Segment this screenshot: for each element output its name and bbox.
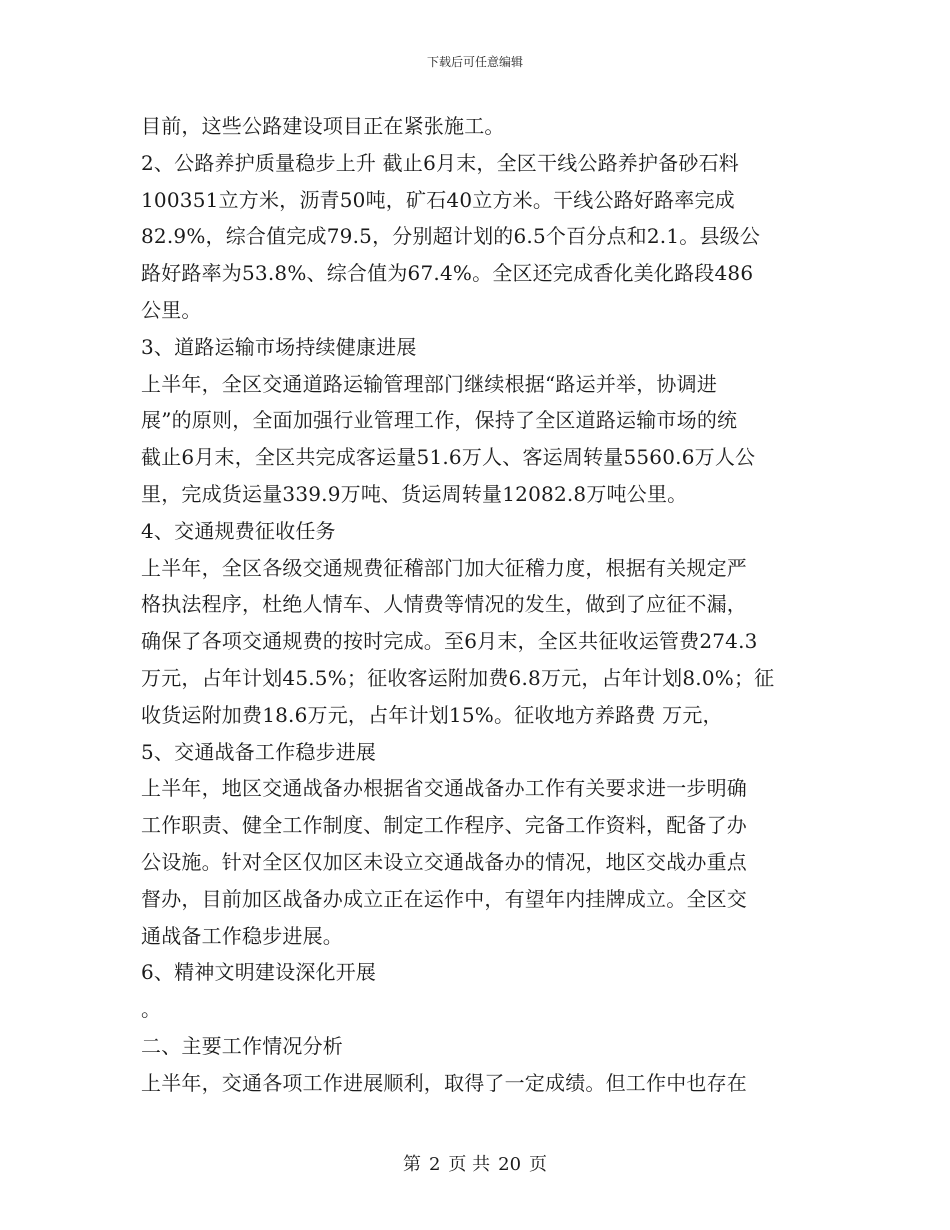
section-heading: 3、道路运输市场持续健康进展 xyxy=(141,334,417,359)
text-line: 上半年，交通各项工作进展顺利，取得了一定成绩。但工作中也存在 xyxy=(141,1070,747,1095)
text-line: 82.9%，综合值完成79.5，分别超计划的6.5个百分点和2.1。县级公 xyxy=(141,224,761,249)
page-prefix: 第 xyxy=(402,1154,421,1175)
text-line: 确保了各项交通规费的按时完成。至6月末，全区共征收运管费274.3 xyxy=(141,629,758,654)
section-heading: 二、主要工作情况分析 xyxy=(141,1033,343,1058)
page-number: 2 xyxy=(428,1154,441,1175)
page-header-note: 下载后可任意编辑 xyxy=(426,55,523,69)
text-line: 通战备工作稳步进展。 xyxy=(141,923,343,948)
text-line: 格执法程序，杜绝人情车、人情费等情况的发生，做到了应征不漏， xyxy=(141,592,747,617)
text-line: 100351立方米，沥青50吨，矿石40立方米。干线公路好路率完成 xyxy=(141,187,735,212)
text-line: 上半年，地区交通战备办根据省交通战备办工作有关要求进一步明确 xyxy=(141,776,747,801)
document-body xyxy=(141,108,811,1102)
text-line: 收货运附加费18.6万元，占年计划15%。征收地方养路费 万元， xyxy=(141,702,723,727)
text-line: 路好路率为53.8%、综合值为67.4%。全区还完成香化美化路段486 xyxy=(141,261,754,286)
text-line: 工作职责、健全工作制度、制定工作程序、完备工作资料，配备了办 xyxy=(141,813,747,838)
page-mid: 页 共 xyxy=(448,1154,491,1175)
text-line: 公里。 xyxy=(141,297,202,322)
page-footer xyxy=(0,1150,950,1176)
text-line: 目前，这些公路建设项目正在紧张施工。 xyxy=(141,114,505,138)
page-total: 20 xyxy=(498,1154,522,1175)
page-suffix: 页 xyxy=(529,1154,548,1175)
section-heading: 6、精神文明建设深化开展 xyxy=(141,960,377,985)
text-line: 上半年，全区交通道路运输管理部门继续根据“路运并举，协调进 xyxy=(141,371,718,396)
section-heading: 4、交通规费征收任务 xyxy=(141,518,336,543)
text-line: 展”的原则，全面加强行业管理工作，保持了全区道路运输市场的统 xyxy=(141,408,738,433)
text-line: 督办，目前加区战备办成立正在运作中，有望年内挂牌成立。全区交 xyxy=(141,886,747,911)
section-heading: 5、交通战备工作稳步进展 xyxy=(141,739,377,764)
text-line: 上半年，全区各级交通规费征稽部门加大征稽力度，根据有关规定严 xyxy=(141,555,747,580)
text-line: 截止6月末，全区共完成客运量51.6万人、客运周转量5560.6万人公 xyxy=(141,445,756,470)
text-line: 里，完成货运量339.9万吨、货运周转量12082.8万吨公里。 xyxy=(141,481,688,506)
text-line: 公设施。针对全区仅加区未设立交通战备办的情况，地区交战办重点 xyxy=(141,849,747,874)
text-line: 万元，占年计划45.5%；征收客运附加费6.8万元，占年计划8.0%；征 xyxy=(141,665,775,690)
text-line: 2、公路养护质量稳步上升 截止6月末，全区干线公路养护备砂石料 xyxy=(141,150,740,175)
text-line: 。 xyxy=(141,997,162,1022)
